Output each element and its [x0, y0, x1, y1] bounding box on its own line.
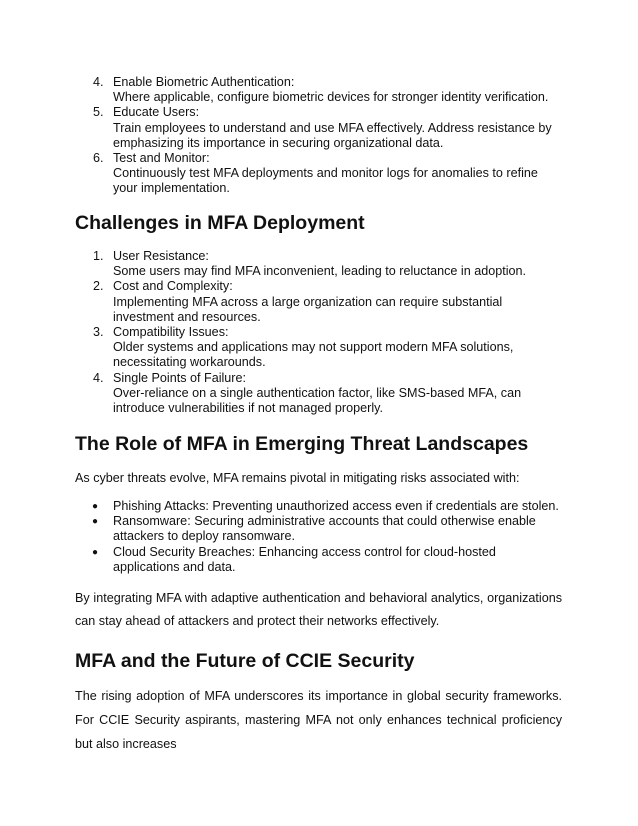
threats-list: [0, 499, 638, 575]
paragraph: The rising adoption of MFA underscores its importance in global security frameworks. For CCIE Security aspirants, mastering MFA not only enhances technical proficiency but also increases: [75, 689, 562, 751]
item-text: Older systems and applications may not support modern MFA solutions, necessitating workarounds.: [113, 340, 514, 370]
item-text: Implementing MFA across a large organization can require substantial investment and resources.: [113, 294, 503, 324]
list-item: [0, 325, 563, 371]
challenges-list: [0, 249, 638, 416]
item-number: 4.: [93, 370, 104, 385]
item-number: 5.: [93, 105, 104, 120]
item-title: Cost and Complexity:: [113, 279, 233, 294]
item-title: Compatibility Issues:: [113, 325, 229, 340]
item-title: Test and Monitor:: [113, 151, 210, 166]
item-number: 3.: [93, 325, 104, 340]
section-heading: The Role of MFA in Emerging Threat Landscapes: [75, 433, 529, 455]
paragraph: By integrating MFA with adaptive authentication and behavioral analytics, organizations can stay ahead of attackers and protect their networks effectively.: [75, 591, 562, 628]
item-text: Ransomware: Securing administrative accounts that could otherwise enable attackers to deploy ransomware.: [113, 514, 536, 544]
item-text: Cloud Security Breaches: Enhancing access control for cloud-hosted applications and data.: [113, 544, 496, 574]
item-title: User Resistance:: [113, 249, 209, 263]
item-title: Single Points of Failure:: [113, 370, 247, 385]
item-text: Train employees to understand and use MFA effectively. Address resistance by emphasizing its importance in securing organizational data.: [113, 120, 552, 150]
list-item: [0, 151, 563, 197]
list-item: [0, 545, 563, 575]
item-text: Some users may find MFA inconvenient, leading to reluctance in adoption.: [113, 264, 527, 279]
bullet-icon: ●: [92, 546, 99, 558]
item-text: Phishing Attacks: Preventing unauthorized access even if credentials are stolen.: [113, 499, 559, 513]
list-item: [0, 279, 563, 325]
item-text: Over-reliance on a single authentication factor, like SMS-based MFA, can introduce vulnerabilities if not managed properly.: [113, 385, 522, 416]
implementation-steps-list: [0, 75, 638, 197]
list-item: [0, 371, 563, 417]
section-heading: Challenges in MFA Deployment: [75, 212, 365, 234]
list-item: [0, 499, 563, 514]
list-item: [0, 105, 563, 151]
bullet-icon: ●: [92, 501, 99, 512]
item-number: 1.: [93, 249, 104, 263]
section-heading: MFA and the Future of CCIE Security: [75, 650, 415, 672]
bullet-icon: ●: [92, 516, 99, 528]
item-text: Continuously test MFA deployments and monitor logs for anomalies to refine your implementation.: [113, 166, 538, 196]
item-title: Enable Biometric Authentication:: [113, 75, 295, 89]
list-item: [0, 75, 563, 105]
item-number: 4.: [93, 75, 104, 89]
item-number: 2.: [93, 279, 104, 294]
item-text: Where applicable, configure biometric devices for stronger identity verification.: [113, 90, 549, 105]
item-number: 6.: [93, 151, 104, 166]
item-title: Educate Users:: [113, 105, 200, 120]
list-item: [0, 514, 563, 544]
paragraph: As cyber threats evolve, MFA remains pivotal in mitigating risks associated with:: [75, 471, 520, 485]
list-item: [0, 249, 563, 279]
